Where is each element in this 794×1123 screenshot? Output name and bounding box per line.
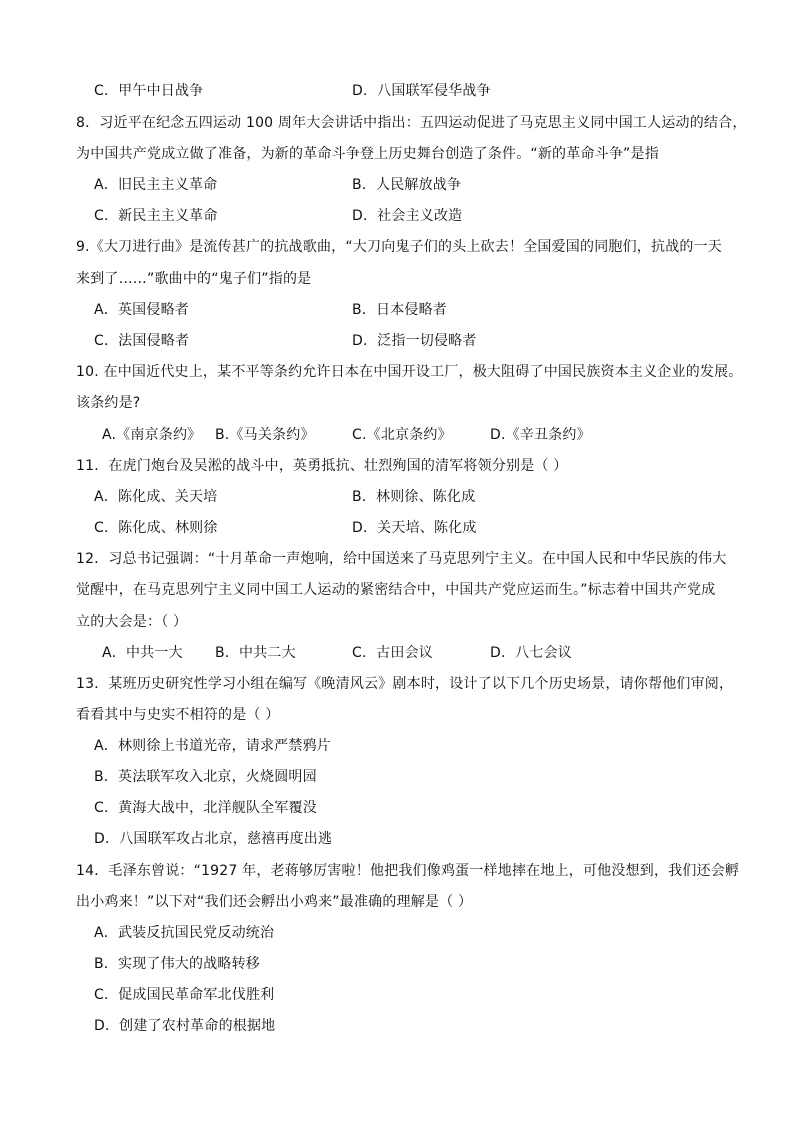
q14-option-d: D．创建了农村革命的根据地 <box>94 1018 276 1034</box>
q12-option-c: C．古田会议 <box>352 645 433 661</box>
q14-option-a: A．武装反抗国民党反动统治 <box>94 925 275 941</box>
q10-stem-line-1: 10. 在中国近代史上，某不平等条约允许日本在中国开设工厂，极大阻碍了中国民族资本主义企业的发展。 <box>76 364 743 380</box>
q9-option-d: D．泛指一切侵略者 <box>352 333 477 349</box>
q14-option-c: C．促成国民革命军北伐胜利 <box>94 987 275 1003</box>
q14-stem-line-1: 14．毛泽东曾说：“1927 年，老蒋够厉害啦！他把我们像鸡蛋一样地摔在地上，可他没想到，我们还会孵 <box>76 863 740 879</box>
q11-option-b: B．林则徐、陈化成 <box>352 489 476 505</box>
q11-option-a: A．陈化成、关天培 <box>94 489 218 505</box>
q7-option-d: D．八国联军侵华战争 <box>352 83 491 99</box>
q9-stem-line-1: 9.《大刀进行曲》是流传甚广的抗战歌曲，“大刀向鬼子们的头上砍去！全国爱国的同胞们，抗战的一天 <box>76 239 723 255</box>
q8-option-d: D．社会主义改造 <box>352 208 463 224</box>
q12-stem-line-3: 立的大会是：（ ） <box>76 614 188 630</box>
q8-option-c: C．新民主主义革命 <box>94 208 218 224</box>
q8-option-b: B．人民解放战争 <box>352 177 462 193</box>
q8-option-a: A．旧民主主义革命 <box>94 177 218 193</box>
q13-option-c: C．黄海大战中，北洋舰队全军覆没 <box>94 800 317 816</box>
q10-option-c: C.《北京条约》 <box>352 427 452 443</box>
q13-option-a: A．林则徐上书道光帝，请求严禁鸦片 <box>94 738 331 754</box>
q11-option-d: D．关天培、陈化成 <box>352 520 477 536</box>
q13-option-d: D．八国联军攻占北京，慈禧再度出逃 <box>94 831 333 847</box>
q9-stem-line-2: 来到了……”歌曲中的“鬼子们”指的是 <box>76 271 312 287</box>
q11-option-c: C．陈化成、林则徐 <box>94 520 218 536</box>
q13-stem-line-2: 看看其中与史实不相符的是（ ） <box>76 707 280 723</box>
q12-option-a: A．中共一大 <box>102 645 183 661</box>
q7-option-c: C．甲午中日战争 <box>94 83 204 99</box>
q13-stem-line-1: 13．某班历史研究性学习小组在编写《晚清风云》剧本时，设计了以下几个历史场景，请你帮他们审阅， <box>76 676 734 692</box>
q14-stem-line-2: 出小鸡来！”以下对“我们还会孵出小鸡来”最准确的理解是（ ） <box>76 894 473 910</box>
q11-stem-line-1: 11．在虎门炮台及吴淞的战斗中，英勇抵抗、壮烈殉国的清军将领分别是（ ） <box>76 458 568 474</box>
q12-stem-line-1: 12．习总书记强调：“十月革命一声炮响，给中国送来了马克思列宁主义。在中国人民和中华民族的伟大 <box>76 551 727 567</box>
q8-stem-line-1: 8．习近平在纪念五四运动 100 周年大会讲话中指出：五四运动促进了马克思主义同中国工人运动的结合， <box>76 115 747 131</box>
q12-option-b: B．中共二大 <box>215 645 296 661</box>
q12-stem-line-2: 觉醒中，在马克思列宁主义同中国工人运动的紧密结合中，中国共产党应运而生。”标志着中国共产党成 <box>76 582 716 598</box>
q9-option-a: A．英国侵略者 <box>94 302 189 318</box>
q12-option-d: D．八七会议 <box>490 645 572 661</box>
q9-option-c: C．法国侵略者 <box>94 333 190 349</box>
q9-option-b: B．日本侵略者 <box>352 302 448 318</box>
q13-option-b: B．英法联军攻入北京，火烧圆明园 <box>94 769 317 785</box>
q14-option-b: B．实现了伟大的战略转移 <box>94 956 261 972</box>
q10-option-b: B.《马关条约》 <box>215 427 315 443</box>
q8-stem-line-2: 为中国共产党成立做了准备，为新的革命斗争登上历史舞台创造了条件。“新的革命斗争”是指 <box>76 146 659 162</box>
q10-stem-line-2: 该条约是? <box>76 395 141 411</box>
q10-option-a: A.《南京条约》 <box>102 427 202 443</box>
q10-option-d: D.《辛丑条约》 <box>490 427 591 443</box>
